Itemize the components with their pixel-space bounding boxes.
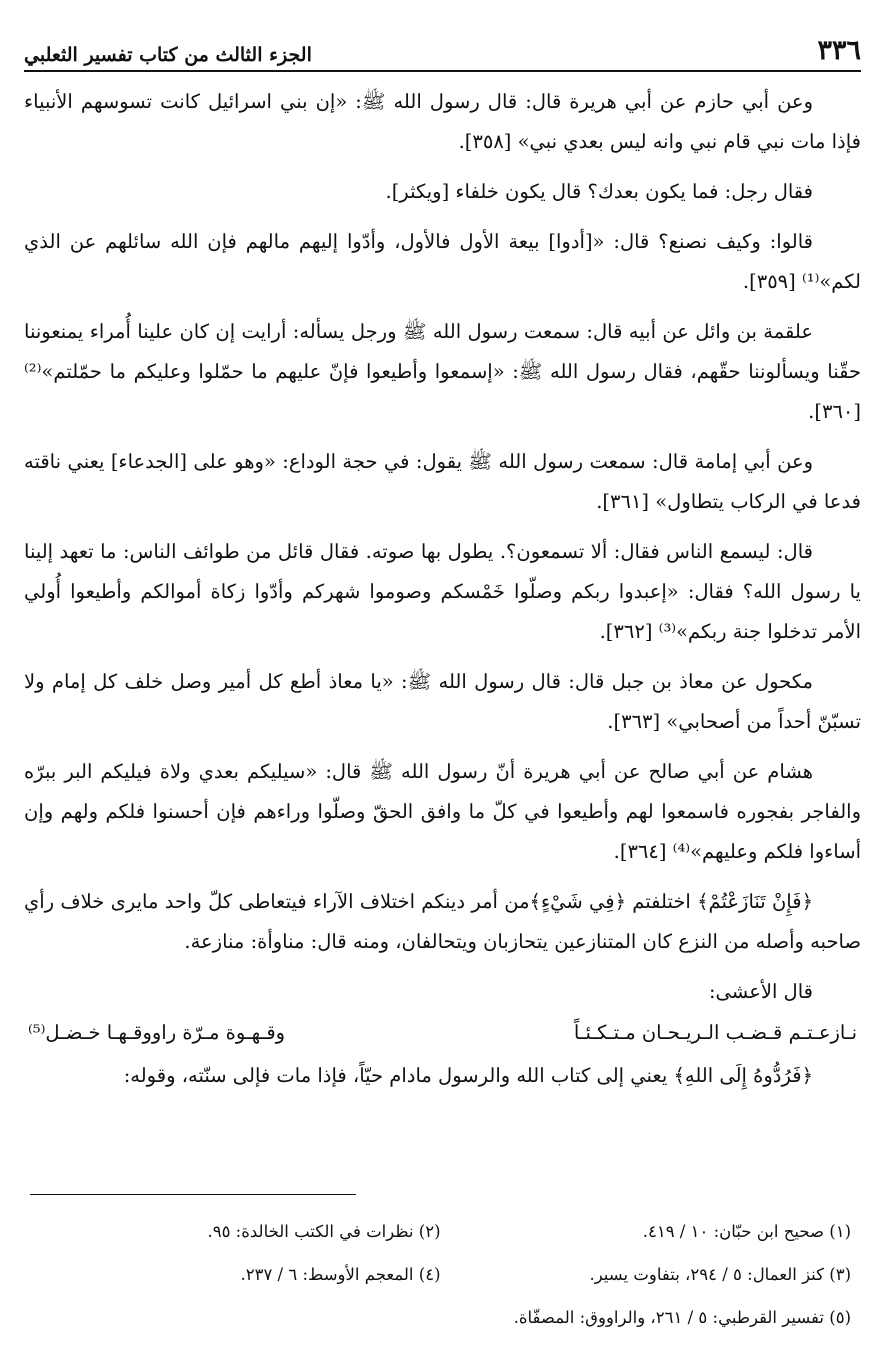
footnote: (٢) نظرات في الكتب الخالدة: ٩٥.: [207, 1222, 441, 1241]
paragraph: [24, 1056, 861, 1096]
footnotes: [30, 1210, 851, 1339]
footnote: (١) صحيح ابن حبّان: ١٠ / ٤١٩.: [642, 1222, 851, 1241]
paragraph-text: مكحول عن معاذ بن جبل قال: قال رسول الله ﷺ: «يا معاذ أطع كل أمير وصل خلف كل إمام ولا تسبّنّ أحداً من أصحابي» [٣٦٣].: [24, 670, 861, 733]
footnote-row: [30, 1253, 851, 1296]
footnote: (٤) المعجم الأوسط: ٦ / ٢٣٧.: [240, 1265, 441, 1284]
verse-intro: قال الأعشى:: [708, 980, 813, 1003]
paragraph: [24, 172, 861, 212]
paragraph: [24, 222, 861, 302]
footnote-row: [30, 1296, 851, 1339]
paragraph-text: فقال رجل: فما يكون بعدك؟ قال يكون خلفاء [ويكثر].: [385, 180, 813, 203]
paragraph-text: قالوا: وكيف نصنع؟ قال: «[أدوا] بيعة الأول فالأول، وأدّوا إليهم مالهم فإن الله سائلهم عن الذي لكم»⁽¹⁾ [٣٥٩].: [24, 230, 861, 293]
paragraph: [24, 882, 861, 962]
paragraph: [24, 312, 861, 432]
page-number: ٣٣٦: [817, 35, 861, 66]
paragraph-text: ﴿فَإِنْ تَنَازَعْتُمْ﴾ اختلفتم ﴿فِي شَيْءٍ﴾من أمر دينكم اختلاف الآراء فيتعاطى كلّ واحد مايرى خلاف رأي صاحبه وأصله من النزع كان المتنازعين يتحازبان ويتحالفان، ومنه قال: مناوأة: منازعة.: [24, 890, 861, 953]
poem-hemistich-second: وقـهـوة مـرّة راووقـهـا خـضـل⁽⁵⁾: [28, 1021, 286, 1044]
poem-line: [24, 1014, 861, 1052]
footnote-rule: [30, 1194, 356, 1195]
paragraph-text: قال: ليسمع الناس فقال: ألا تسمعون؟. يطول بها صوته. فقال قائل من طوائف الناس: ما تعهد إلينا يا رسول الله؟ فقال: «إعبدوا ربكم وصلّوا خَمْسكم وصوموا شهركم وأدّوا زكاة أموالكم وأطيعوا أُولي الأمر تدخلوا جنة ربكم»⁽³⁾ [٣٦٢].: [24, 540, 861, 643]
paragraph: [24, 82, 861, 162]
footnote: (٣) كنز العمال: ٥ / ٢٩٤، بتفاوت يسير.: [589, 1265, 851, 1284]
paragraph: [24, 532, 861, 652]
paragraph: [24, 752, 861, 872]
page-header: [24, 26, 861, 72]
footnote-row: [30, 1210, 851, 1253]
running-title: الجزء الثالث من كتاب تفسير الثعلبي: [24, 44, 312, 66]
paragraph: [24, 442, 861, 522]
poem-hemistich-first: نـازعـتـم قـضـب الـريـحـان مـتـكـئـاً: [573, 1021, 857, 1044]
paragraph-text: وعن أبي حازم عن أبي هريرة قال: قال رسول الله ﷺ: «إن بني اسرائيل كانت تسوسهم الأنبياء فإذا مات نبي قام نبي وانه ليس بعدي نبي» [٣٥٨].: [24, 90, 861, 153]
paragraph-text: هشام عن أبي صالح عن أبي هريرة أنّ رسول الله ﷺ قال: «سيليكم بعدي ولاة فيليكم البر ببرّه والفاجر بفجوره فاسمعوا لهم وأطيعوا في كلّ ما وافق الحقّ وصلّوا وراءهم فإن أحسنوا فلكم ولهم وإن أساءوا فلكم وعليهم»⁽⁴⁾ [٣٦٤].: [24, 760, 861, 863]
paragraph-text: وعن أبي إمامة قال: سمعت رسول الله ﷺ يقول: في حجة الوداع: «وهو على [الجدعاء] يعني ناقته فدعا في الركاب يتطاول» [٣٦١].: [24, 450, 861, 513]
paragraph-text: علقمة بن وائل عن أبيه قال: سمعت رسول الله ﷺ ورجل يسأله: أرايت إن كان علينا أُمراء يمنعوننا حقّنا ويسألوننا حقّهم، فقال رسول الله ﷺ: «إسمعوا وأطيعوا فإنّ عليهم ما حمّلوا وعليكم ما حمّلتم»⁽²⁾ [٣٦٠].: [24, 320, 861, 423]
paragraph: [24, 662, 861, 742]
page-body: [24, 82, 861, 1106]
paragraph-text: ﴿فَرُدُّوهُ إِلَى اللهِ﴾ يعني إلى كتاب الله والرسول مادام حيّاً، فإذا مات فإلى سنّته، وقوله:: [123, 1064, 813, 1087]
footnote: (٥) تفسير القرطبي: ٥ / ٢٦١، والراووق: المصفّاة.: [513, 1308, 851, 1327]
